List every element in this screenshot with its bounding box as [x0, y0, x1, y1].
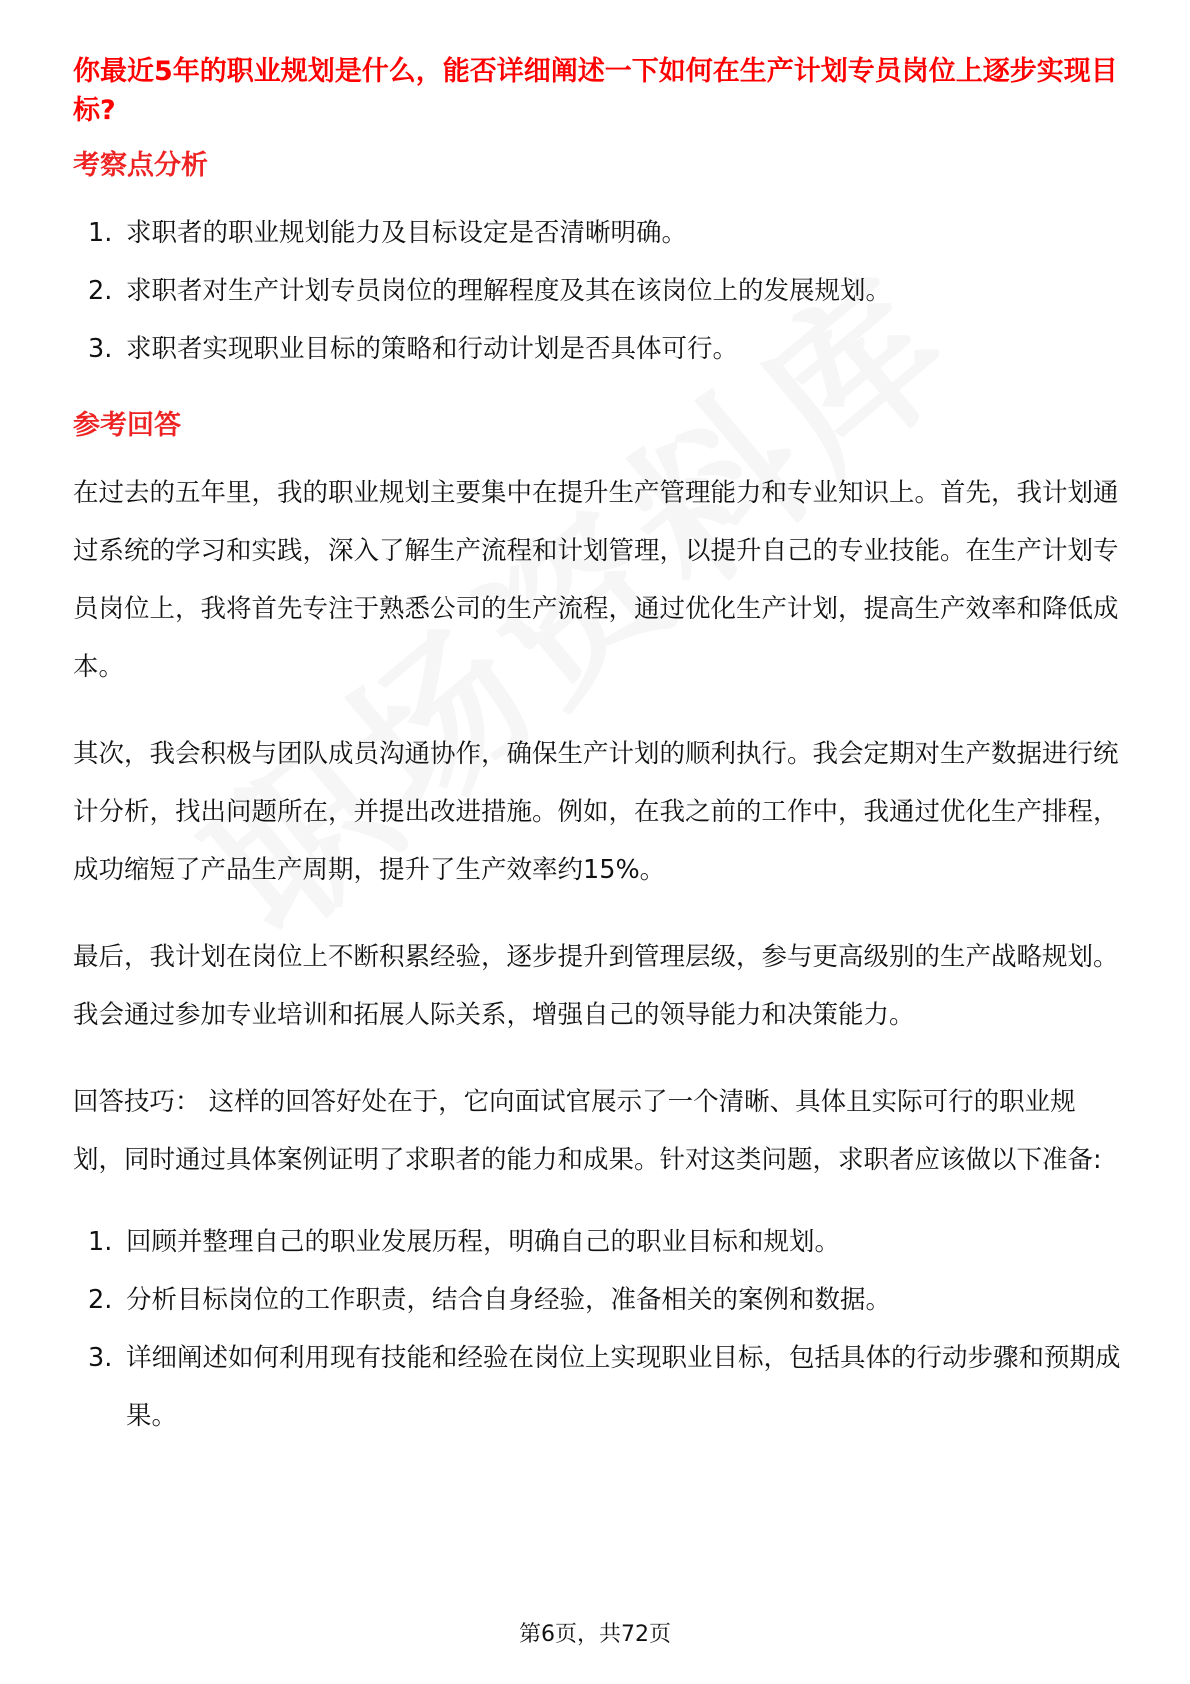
- list-text: 分析目标岗位的工作职责，结合自身经验，准备相关的案例和数据。: [126, 1285, 892, 1315]
- list-item: [73, 204, 1123, 262]
- list-number: 2.: [88, 276, 113, 306]
- list-text: 求职者的职业规划能力及目标设定是否清晰明确。: [126, 218, 688, 248]
- list-number: 1.: [88, 218, 113, 248]
- list-number: 1.: [88, 1227, 113, 1257]
- list-item: [73, 1329, 1123, 1445]
- list-item: [73, 1271, 1123, 1329]
- answer-section-title: 参考回答: [73, 410, 181, 441]
- answer-paragraph: 其次，我会积极与团队成员沟通协作，确保生产计划的顺利执行。我会定期对生产数据进行统计分析，找出问题所在，并提出改进措施。例如，在我之前的工作中，我通过优化生产排程，成功缩短了产品生产周期，提升了生产效率约15%。: [73, 739, 1119, 885]
- page-footer: 第6页，共72页: [519, 1622, 671, 1647]
- content: [73, 52, 1123, 1445]
- list-text: 求职者实现职业目标的策略和行动计划是否具体可行。: [126, 334, 739, 364]
- list-text: 求职者对生产计划专员岗位的理解程度及其在该岗位上的发展规划。: [126, 276, 892, 306]
- list-text: 回顾并整理自己的职业发展历程，明确自己的职业目标和规划。: [126, 1227, 841, 1257]
- tips-list: [73, 1213, 1123, 1445]
- list-number: 3.: [88, 334, 113, 364]
- list-item: [73, 320, 1123, 378]
- tips-paragraph: 回答技巧： 这样的回答好处在于，它向面试官展示了一个清晰、具体且实际可行的职业规划，同时通过具体案例证明了求职者的能力和成果。针对这类问题，求职者应该做以下准备:: [73, 1087, 1102, 1175]
- question-heading: 你最近5年的职业规划是什么，能否详细阐述一下如何在生产计划专员岗位上逐步实现目标?: [73, 56, 1118, 126]
- answer-paragraph: 在过去的五年里，我的职业规划主要集中在提升生产管理能力和专业知识上。首先，我计划通过系统的学习和实践，深入了解生产流程和计划管理，以提升自己的专业技能。在生产计划专员岗位上，我将首先专注于熟悉公司的生产流程，通过优化生产计划，提高生产效率和降低成本。: [73, 478, 1119, 682]
- list-number: 3.: [88, 1343, 113, 1373]
- list-text: 详细阐述如何利用现有技能和经验在岗位上实现职业目标，包括具体的行动步骤和预期成果。: [126, 1343, 1121, 1431]
- list-item: [73, 1213, 1123, 1271]
- answer-paragraph: 最后，我计划在岗位上不断积累经验，逐步提升到管理层级，参与更高级别的生产战略规划。我会通过参加专业培训和拓展人际关系，增强自己的领导能力和决策能力。: [73, 942, 1119, 1030]
- list-item: [73, 262, 1123, 320]
- list-number: 2.: [88, 1285, 113, 1315]
- analysis-list: [73, 204, 1123, 378]
- analysis-section-title: 考察点分析: [73, 150, 208, 181]
